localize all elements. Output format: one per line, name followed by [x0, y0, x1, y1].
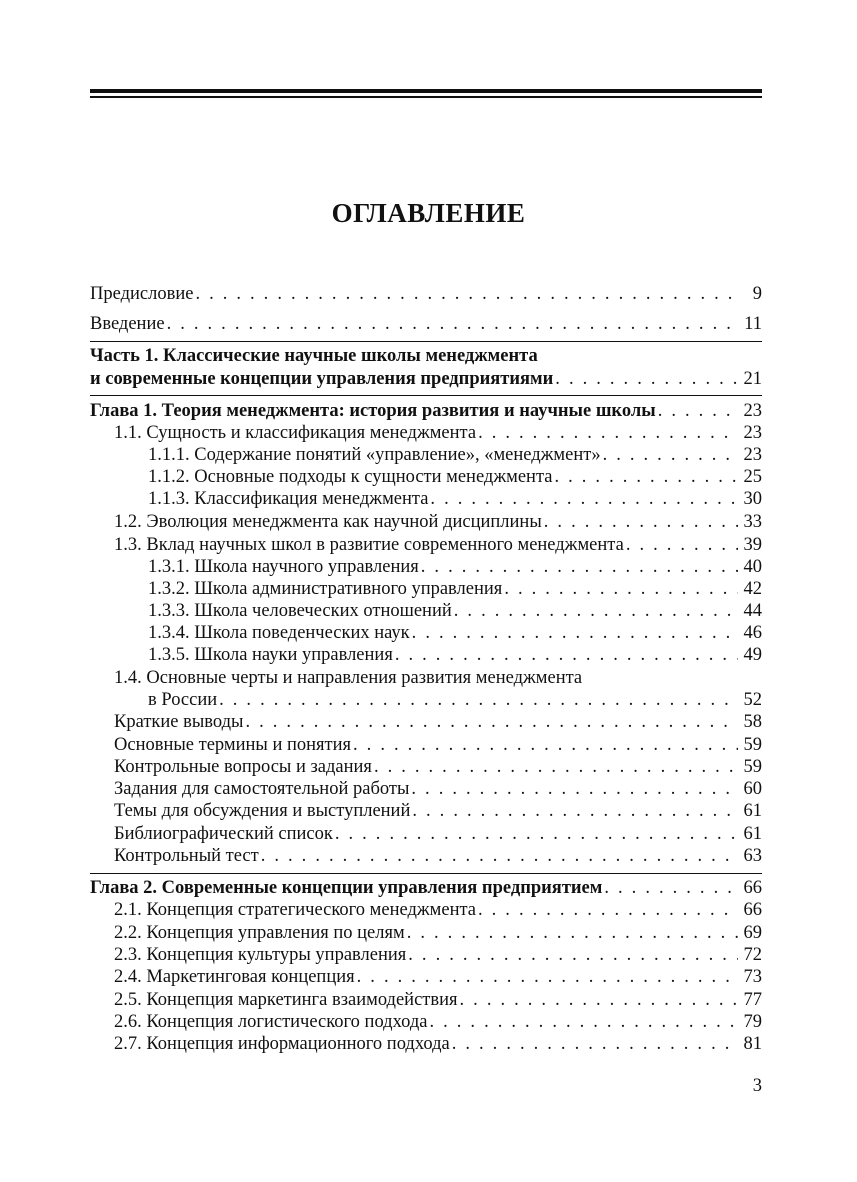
toc-entry-label: 2.6. Концепция логистического подхода — [114, 1012, 428, 1032]
toc-leader-dots — [604, 877, 738, 899]
toc-leader-dots — [478, 899, 738, 921]
toc-entry — [148, 444, 762, 466]
chapter-heading — [90, 877, 762, 899]
toc-entry-page: 42 — [743, 579, 762, 599]
toc-entry-page: 61 — [743, 801, 762, 821]
toc-entry-label: Основные термины и понятия — [114, 735, 352, 755]
toc-entry — [148, 644, 762, 666]
toc-entry-label: Библиографический список — [114, 824, 333, 844]
toc-leader-dots — [658, 400, 738, 422]
toc-entry-page: 44 — [743, 601, 762, 621]
toc-leader-dots — [555, 368, 738, 390]
toc-leader-dots — [407, 922, 738, 944]
toc-leader-dots — [357, 966, 738, 988]
toc-leader-dots — [412, 800, 738, 822]
toc-leader-dots — [335, 823, 738, 845]
part-heading-entry — [90, 368, 762, 390]
toc-leader-dots — [261, 845, 738, 867]
toc-entry-label: 1.3.1. Школа научного управления — [148, 557, 419, 577]
toc-entry — [114, 511, 762, 533]
toc-entry — [90, 313, 762, 335]
toc-entry-label: 1.1.3. Классификация менеджмента — [148, 489, 429, 509]
toc-entry — [90, 283, 762, 305]
toc-entry-page: 59 — [743, 735, 762, 755]
toc-leader-dots — [429, 1011, 738, 1033]
toc-entry-label: Контрольные вопросы и задания — [114, 757, 372, 777]
toc-entry-label: Задания для самостоятельной работы — [114, 779, 410, 799]
toc-leader-dots — [554, 466, 738, 488]
toc-entry-page: 61 — [743, 824, 762, 844]
toc-entry-label: Предисловие — [90, 284, 194, 304]
toc-leader-dots — [374, 756, 738, 778]
toc-entry-page: 63 — [743, 846, 762, 866]
toc-entry — [114, 845, 762, 867]
toc-entry-page: 21 — [743, 369, 762, 389]
toc-entry — [148, 488, 762, 510]
toc-entry-page: 58 — [743, 712, 762, 732]
toc-entry-label: 1.3.3. Школа человеческих отношений — [148, 601, 452, 621]
page-number: 3 — [752, 1076, 762, 1096]
chapter-heading — [90, 400, 762, 422]
section-divider — [90, 873, 762, 874]
toc-entry-label: 2.7. Концепция информационного подхода — [114, 1034, 450, 1054]
toc-entry — [148, 600, 762, 622]
toc-leader-dots — [395, 644, 738, 666]
toc-leader-dots — [478, 422, 738, 444]
toc-entry — [114, 534, 762, 556]
toc-entry — [114, 922, 762, 944]
toc-entry-label: 1.3. Вклад научных школ в развитие современного менеджмента — [114, 535, 624, 555]
toc-entry-page: 81 — [743, 1034, 762, 1054]
toc-entry — [114, 422, 762, 444]
toc-entry-page: 79 — [743, 1012, 762, 1032]
toc-entry — [114, 778, 762, 800]
toc-entry-label: 1.1.1. Содержание понятий «управление», «менеджмент» — [148, 445, 601, 465]
toc-entry-page: 73 — [743, 967, 762, 987]
toc-leader-dots — [626, 534, 738, 556]
toc-leader-dots — [219, 689, 738, 711]
header-rule-thin — [90, 96, 762, 98]
toc-entry-label: 2.2. Концепция управления по целям — [114, 923, 405, 943]
toc-entry-label: 1.2. Эволюция менеджмента как научной дисциплины — [114, 512, 542, 532]
toc-entry-label: 2.3. Концепция культуры управления — [114, 945, 407, 965]
toc-entry — [114, 966, 762, 988]
toc-entry — [114, 1011, 762, 1033]
toc-entry — [148, 556, 762, 578]
toc-entry-page: 23 — [743, 423, 762, 443]
toc-leader-dots — [603, 444, 738, 466]
toc-entry-page: 40 — [743, 557, 762, 577]
toc-leader-dots — [167, 313, 738, 335]
toc-entry-label: Глава 1. Теория менеджмента: история развития и научные школы — [90, 401, 656, 421]
toc-leader-dots — [504, 578, 738, 600]
toc-entry-label: в России — [148, 690, 218, 710]
toc-entry — [148, 578, 762, 600]
toc-entry — [114, 989, 762, 1011]
toc-entry-label: и современные концепции управления предприятиями — [90, 369, 554, 389]
toc-entry-page: 69 — [743, 923, 762, 943]
toc-entry-page: 49 — [743, 645, 762, 665]
part-heading-line1: Часть 1. Классические научные школы менеджмента — [90, 346, 538, 366]
toc-entry — [114, 800, 762, 822]
toc-entry-page: 23 — [743, 401, 762, 421]
toc-entry-label: 2.1. Концепция стратегического менеджмента — [114, 900, 476, 920]
page-title: ОГЛАВЛЕНИЕ — [331, 198, 526, 228]
toc-leader-dots — [454, 600, 738, 622]
toc-leader-dots — [195, 283, 738, 305]
toc-entry — [114, 1033, 762, 1055]
toc-entry-label: 2.5. Концепция маркетинга взаимодействия — [114, 990, 458, 1010]
toc-entry-label: Контрольный тест — [114, 846, 259, 866]
toc-entry — [114, 944, 762, 966]
toc-leader-dots — [452, 1033, 738, 1055]
toc-leader-dots — [411, 778, 738, 800]
toc-leader-dots — [353, 734, 738, 756]
toc-entry-page: 66 — [743, 878, 762, 898]
toc-entry-label: 1.1. Сущность и классификация менеджмента — [114, 423, 477, 443]
toc-entry-label: Темы для обсуждения и выступлений — [114, 801, 411, 821]
toc-entry-page: 9 — [752, 284, 762, 304]
toc-entry-page: 60 — [743, 779, 762, 799]
toc-leader-dots — [245, 711, 738, 733]
toc-entry-label: Глава 2. Современные концепции управления предприятием — [90, 878, 603, 898]
toc-leader-dots — [412, 622, 738, 644]
section-divider — [90, 341, 762, 342]
toc-entry-page: 77 — [743, 990, 762, 1010]
toc-entry-page: 46 — [743, 623, 762, 643]
toc-entry-page: 23 — [743, 445, 762, 465]
header-rule-thick — [90, 89, 762, 93]
toc-entry-label: Введение — [90, 314, 165, 334]
toc-entry-label: 1.3.4. Школа поведенческих наук — [148, 623, 410, 643]
toc-entry-label: 1.3.2. Школа административного управления — [148, 579, 503, 599]
toc-entry-label-line1: 1.4. Основные черты и направления развития менеджмента — [114, 668, 583, 688]
toc-leader-dots — [421, 556, 738, 578]
section-divider — [90, 395, 762, 396]
toc-entry-page: 72 — [743, 945, 762, 965]
toc-leader-dots — [430, 488, 738, 510]
toc-entry-page: 30 — [743, 489, 762, 509]
toc-entry-page: 66 — [743, 900, 762, 920]
toc-entry-label: 1.1.2. Основные подходы к сущности менеджмента — [148, 467, 553, 487]
toc-entry-page: 59 — [743, 757, 762, 777]
toc-entry — [114, 734, 762, 756]
toc-entry-page: 39 — [743, 535, 762, 555]
toc-entry-label: Краткие выводы — [114, 712, 244, 732]
toc-entry-page: 11 — [744, 314, 762, 334]
toc-entry-page: 33 — [743, 512, 762, 532]
toc-entry-label: 1.3.5. Школа науки управления — [148, 645, 393, 665]
toc-entry — [114, 899, 762, 921]
toc-entry-label: 2.4. Маркетинговая концепция — [114, 967, 355, 987]
toc-leader-dots — [460, 989, 738, 1011]
toc-entry — [148, 689, 762, 711]
toc-entry — [114, 711, 762, 733]
toc-entry-page: 52 — [743, 690, 762, 710]
toc-entry — [114, 823, 762, 845]
toc-entry — [114, 756, 762, 778]
toc-entry-page: 25 — [743, 467, 762, 487]
toc-leader-dots — [544, 511, 738, 533]
toc-entry — [148, 622, 762, 644]
toc-leader-dots — [408, 944, 738, 966]
toc-entry — [148, 466, 762, 488]
